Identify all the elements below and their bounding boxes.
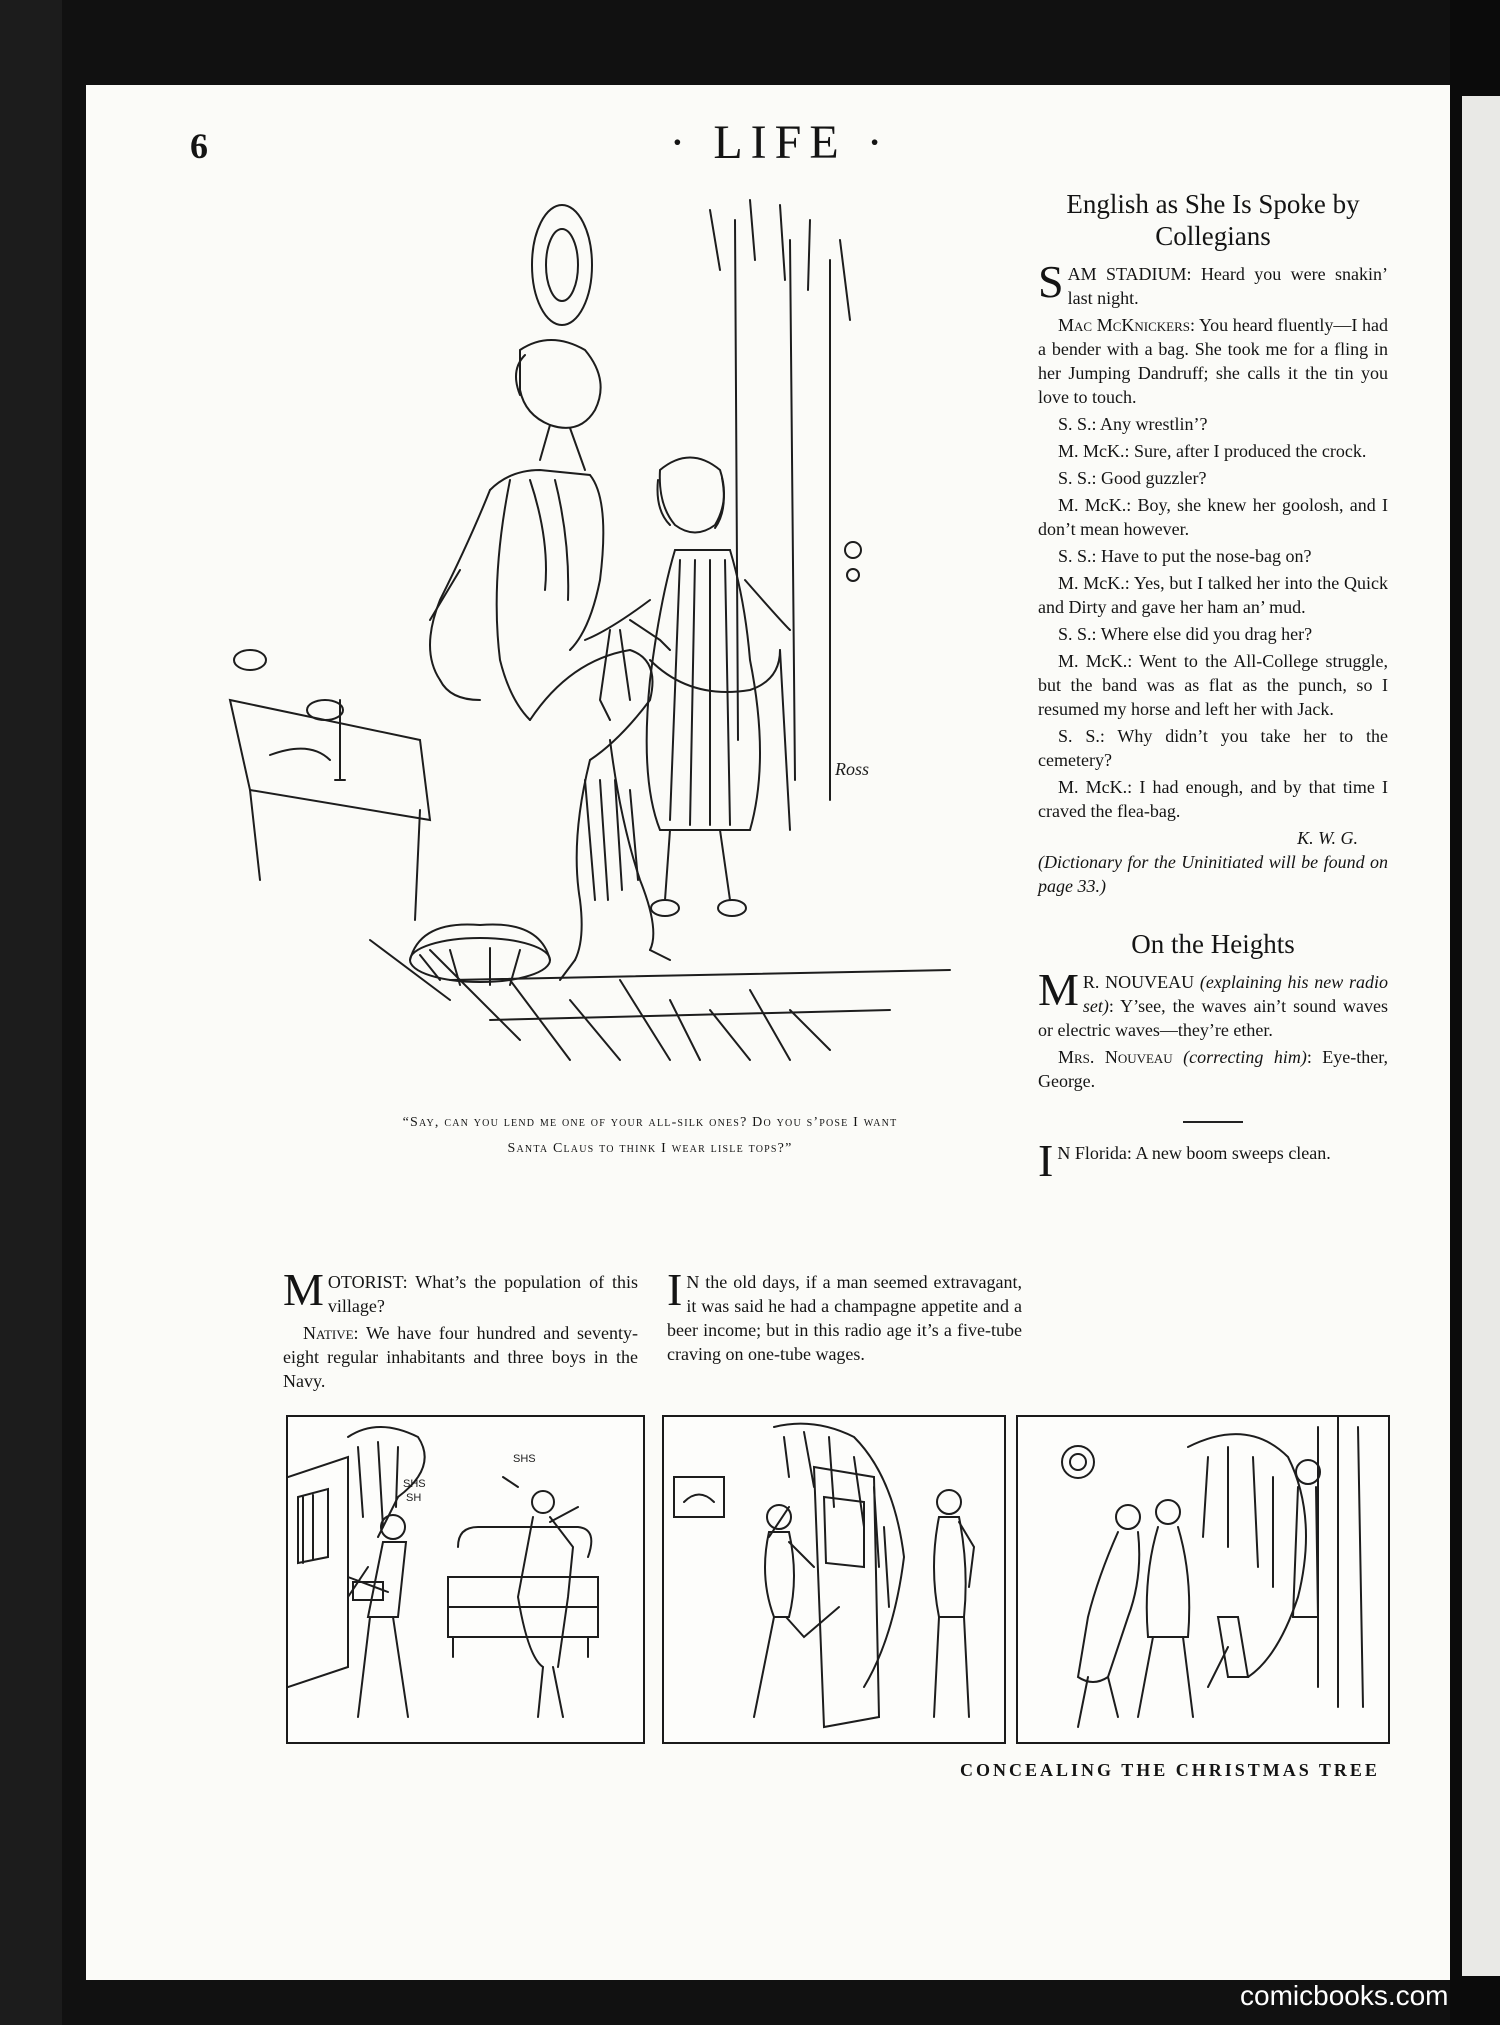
strip-caption: CONCEALING THE CHRISTMAS TREE xyxy=(960,1760,1380,1780)
drop-cap-s: S xyxy=(1038,256,1064,307)
section-divider xyxy=(1183,1121,1243,1123)
drop-cap-i: I xyxy=(667,1264,683,1315)
english-article-signature: K. W. G. xyxy=(1297,828,1358,848)
main-cartoon-caption xyxy=(290,1110,1010,1162)
artist-signature: Ross xyxy=(835,759,870,779)
english-paragraph-7: S. S.: Have to put the nose-bag on? xyxy=(1058,546,1312,566)
caption-line-1: “Say, can you lend me one of your all-silk ones? Do you s’pose I want xyxy=(402,1115,898,1130)
english-paragraph-12: M. McK.: I had enough, and by that time I craved the flea-bag. xyxy=(1038,777,1388,821)
sound-effect-3: SHS xyxy=(513,1453,536,1465)
english-paragraph-6: M. McK.: Boy, she knew her goolosh, and I don’t mean however. xyxy=(1038,495,1388,539)
heights-paragraph-1: M R. NOUVEAU (explaining his new radio set): Y’see, the waves ain’t sound waves or electric waves—they’re ether. xyxy=(1038,964,1389,1040)
english-paragraph-11: S. S.: Why didn’t you take her to the cemetery? xyxy=(1038,726,1388,770)
english-paragraph-2: Mac McKnickers: You heard fluently—I had a bender with a bag. She took me for a fling in her Jumping Dandruff; she calls it the tin you love to touch. xyxy=(1038,315,1389,407)
motorist-paragraph-1: MOTORIST: What’s the population of this village? xyxy=(283,1264,638,1316)
sound-effect-2: SH xyxy=(406,1492,422,1504)
panel-1-drawing xyxy=(288,1417,643,1742)
heights-article-title: On the Heights xyxy=(1131,929,1295,959)
right-column xyxy=(1038,188,1389,1186)
main-cartoon-drawing xyxy=(190,180,990,1090)
english-paragraph-1: SAM STADIUM: Heard you were snakin’ last night. xyxy=(1038,256,1389,308)
watermark: comicbooks.com xyxy=(1240,1980,1449,2011)
drop-cap-i: I xyxy=(1038,1135,1054,1186)
next-page-edge xyxy=(1462,96,1500,1976)
heights-article xyxy=(1038,928,1388,1093)
florida-paragraph: I N Florida: A new boom sweeps clean. xyxy=(1038,1135,1331,1186)
strip-panel-2 xyxy=(662,1415,1006,1744)
heights-paragraph-2: Mrs. Nouveau (correcting him): Eye-ther, George. xyxy=(1038,1047,1388,1091)
english-paragraph-8: M. McK.: Yes, but I talked her into the Quick and Dirty and gave her ham an’ mud. xyxy=(1038,573,1388,617)
english-article-title: English as She Is Spoke by Collegians xyxy=(1066,189,1360,251)
strip-panel-3 xyxy=(1016,1415,1390,1744)
panel-3-drawing xyxy=(1018,1417,1388,1742)
drop-cap-m: M xyxy=(1038,964,1079,1015)
english-paragraph-4: M. McK.: Sure, after I produced the crock. xyxy=(1058,441,1367,461)
motorist-paragraph-2: Native: We have four hundred and seventy-eight regular inhabitants and three boys in the Navy. xyxy=(283,1323,638,1391)
english-paragraph-5: S. S.: Good guzzler? xyxy=(1058,468,1207,488)
strip-panel-1 xyxy=(286,1415,645,1744)
old-days-paragraph: I N the old days, if a man seemed extravagant, it was said he had a champagne appetite and a beer income; but in this radio age it’s a five-tube craving on one-tube wages. xyxy=(667,1264,1022,1364)
panel-2-drawing xyxy=(664,1417,1004,1742)
drop-cap-m: M xyxy=(283,1264,324,1315)
motorist-column xyxy=(283,1264,638,1396)
left-binding xyxy=(0,0,62,2025)
english-paragraph-9: S. S.: Where else did you drag her? xyxy=(1058,624,1313,644)
page-number: 6 xyxy=(190,126,208,166)
sound-effect-1: SHS xyxy=(403,1478,426,1490)
old-days-column xyxy=(667,1264,1022,1369)
dictionary-note: (Dictionary for the Uninitiated will be found on page 33.) xyxy=(1038,852,1388,896)
masthead-title: · LIFE · xyxy=(669,116,891,169)
caption-line-2: Santa Claus to think I wear lisle tops?” xyxy=(507,1141,793,1156)
english-paragraph-10: M. McK.: Went to the All-College struggle, but the band was as flat as the punch, so I resumed my horse and left her with Jack. xyxy=(1038,651,1388,719)
english-paragraph-3: S. S.: Any wrestlin’? xyxy=(1058,414,1208,434)
main-cartoon-illustration xyxy=(190,180,990,1090)
